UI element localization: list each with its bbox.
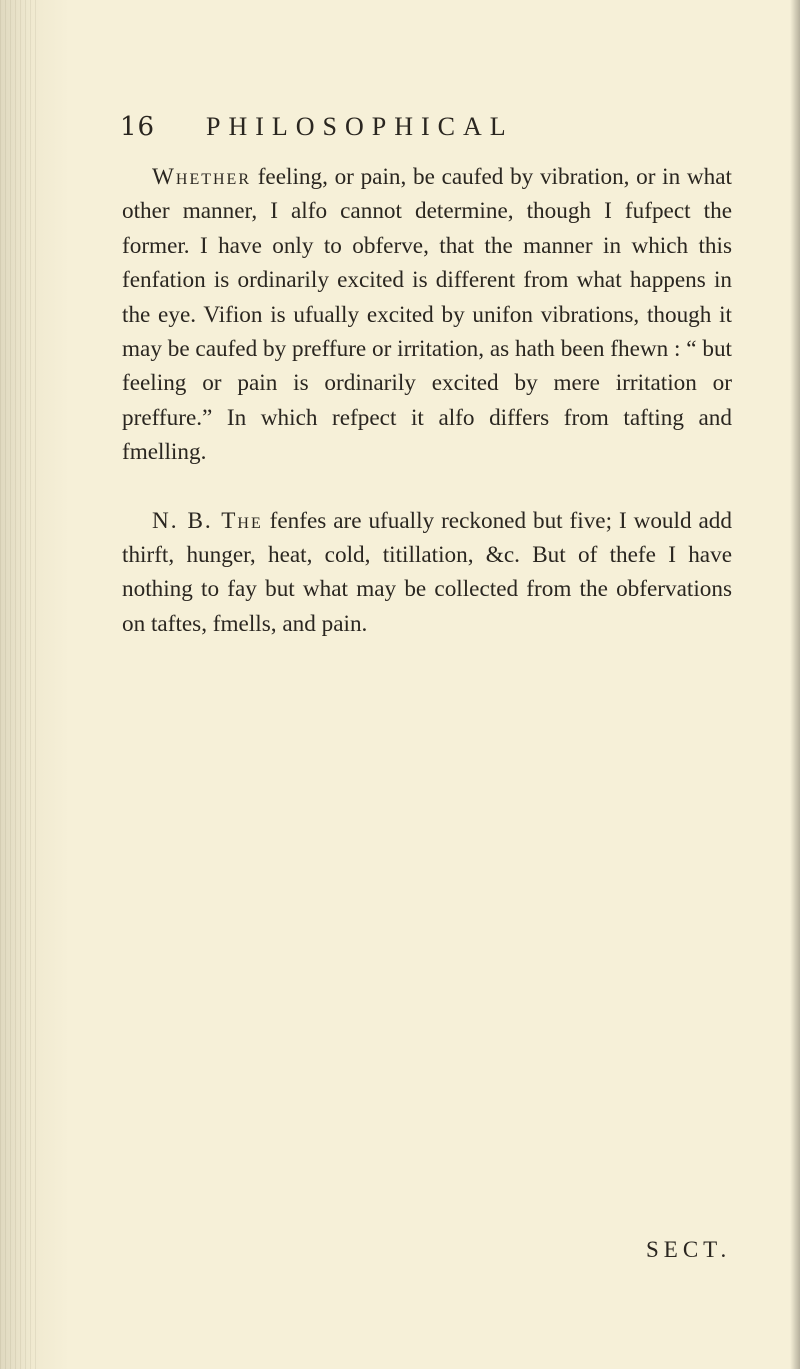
page-header [120,112,720,152]
running-head: PHILOSOPHICAL [206,112,514,141]
paragraph-lead: Whether [152,164,251,190]
paragraph-lead: N. B. The [152,507,263,534]
binding-gutter [0,0,38,1369]
body-text [122,160,732,641]
paragraph-nota-bene [122,504,732,642]
catchword: SECT. [646,1237,732,1262]
paragraph-feeling [122,160,732,470]
paragraph-text: feeling, or pain, be caufed by vibration, or in what other manner, I alfo cannot determine, though I fufpect the former. I have only to obferve, that the manner in which this fenfation is ordinarily excited is different from what happens in the eye. Vifion is ufually excited by unifon vibrations, though it may be caufed by preffure or irritation, as hath been fhewn : “ but feeling or pain is ordinarily excited by mere irritation or preffure.” In which refpect it alfo differs from tafting and fmelling. [122,164,732,466]
paragraph-text: fenfes are ufually reckoned but five; I would add thirft, hunger, heat, cold, titillation, &c. But of thefe I have nothing to fay but what may be collected from the obfervations on taftes, fmells, and pain. [122,507,732,637]
page-number: 16 [120,112,156,142]
